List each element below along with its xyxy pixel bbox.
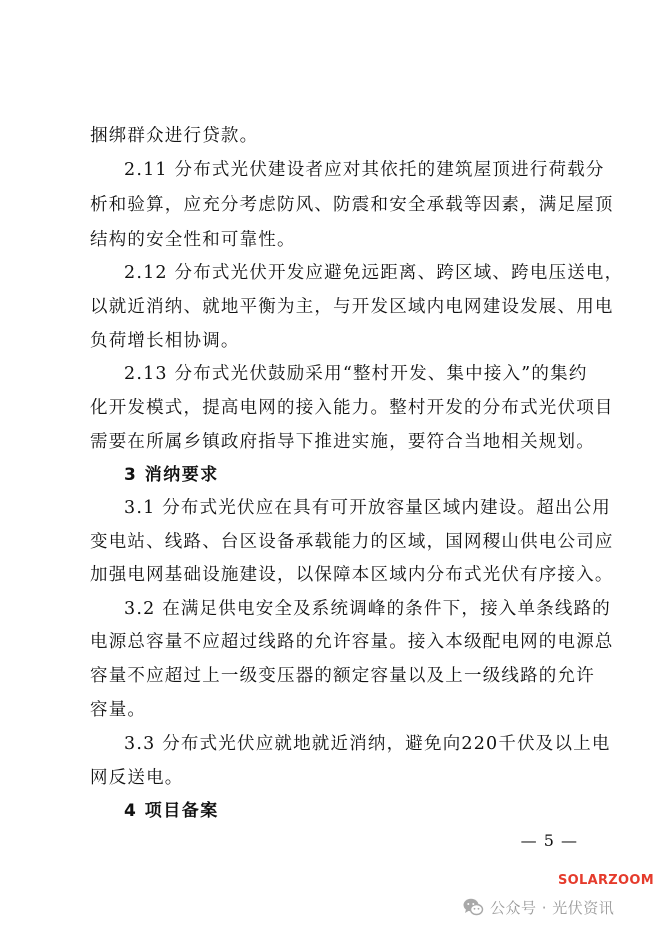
text-line: 2.12 分布式光伏开发应避免远距离、跨区域、跨电压送电， (124, 263, 624, 283)
text-line: 容量。 (90, 700, 147, 720)
text-line: 析和验算，应充分考虑防风、防震和安全承载等因素，满足屋顶 (90, 195, 614, 215)
text-line: 3.3 分布式光伏应就地就近消纳，避免向220千伏及以上电 (124, 734, 611, 754)
text-line: 化开发模式，提高电网的接入能力。整村开发的分布式光伏项目 (90, 398, 614, 418)
wechat-icon (462, 896, 484, 918)
brand-logo-text: SOLARZOOM (558, 873, 654, 888)
text-line: 3.1 分布式光伏应在具有可开放容量区域内建设。超出公用 (124, 498, 611, 518)
text-line: 结构的安全性和可靠性。 (90, 230, 296, 250)
text-line: 负荷增长相协调。 (90, 331, 240, 351)
text-line: 3.2 在满足供电安全及系统调峰的条件下，接入单条线路的 (124, 599, 611, 619)
section-heading: 4 项目备案 (124, 801, 219, 821)
text-line: 变电站、线路、台区设备承载能力的区域，国网稷山供电公司应 (90, 532, 614, 552)
text-line: 加强电网基础设施建设，以保障本区域内分布式光伏有序接入。 (90, 565, 614, 585)
watermark-text: 公众号 · 光伏资讯 (490, 898, 615, 917)
text-line: 以就近消纳、就地平衡为主，与开发区域内电网建设发展、用电 (90, 297, 614, 317)
text-line: 网反送电。 (90, 768, 184, 788)
wechat-watermark (462, 893, 614, 921)
text-line: 2.13 分布式光伏鼓励采用“整村开发、集中接入”的集约 (124, 364, 588, 384)
page-number: — 5 — (520, 831, 578, 850)
section-heading: 3 消纳要求 (124, 465, 219, 485)
text-line: 2.11 分布式光伏建设者应对其依托的建筑屋顶进行荷载分 (124, 160, 605, 180)
text-line: 需要在所属乡镇政府指导下推进实施，要符合当地相关规划。 (90, 432, 595, 452)
text-line: 捆绑群众进行贷款。 (90, 126, 259, 146)
text-line: 容量不应超过上一级变压器的额定容量以及上一级线路的允许 (90, 666, 595, 686)
text-line: 电源总容量不应超过线路的允许容量。接入本级配电网的电源总 (90, 632, 614, 652)
